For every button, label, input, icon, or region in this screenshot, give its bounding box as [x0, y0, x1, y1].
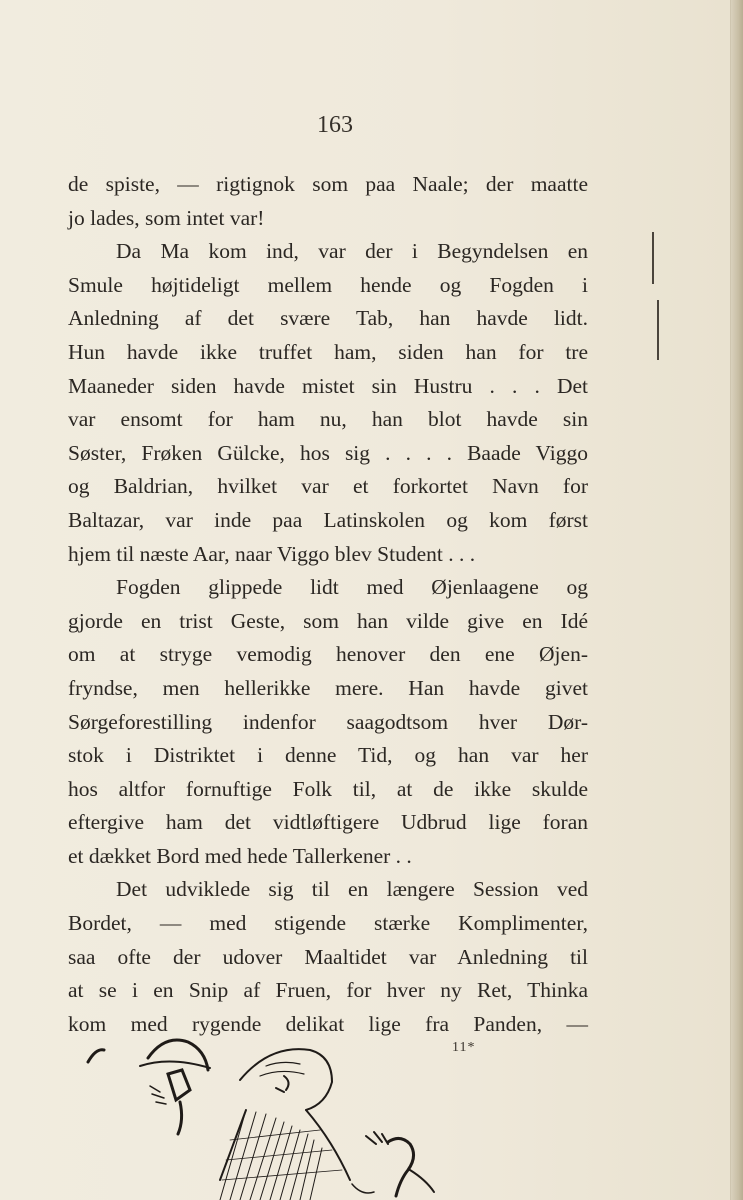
- text-line: de spiste, — rigtignok som paa Naale; der maatte: [68, 172, 588, 196]
- text-line: Baltazar, var inde paa Latinskolen og kom først: [68, 507, 588, 532]
- page-edge: [730, 0, 743, 1200]
- text-line: Smule højtideligt mellem hende og Fogden i: [68, 272, 588, 297]
- text-line: stok i Distriktet i denne Tid, og han var her: [68, 743, 588, 768]
- text-line: Anledning af det svære Tab, han havde lidt.: [68, 306, 588, 331]
- text-line: om at stryge vemodig henover den ene Øjen-: [68, 642, 588, 667]
- pen-sketch-illustration: [70, 1030, 470, 1200]
- text-line: fryndse, men hellerikke mere. Han havde givet: [68, 675, 588, 700]
- text-line: gjorde en trist Geste, som han vilde give en Idé: [68, 608, 588, 633]
- text-line: Fogden glippede lidt med Øjenlaagene og: [116, 575, 588, 600]
- text-line: saa ofte der udover Maaltidet var Anledning til: [68, 944, 588, 969]
- body-text: [68, 168, 588, 1041]
- text-line: hos altfor fornuftige Folk til, at de ikke skulde: [68, 776, 588, 801]
- text-line: jo lades, som intet var!: [68, 205, 265, 230]
- text-line: Da Ma kom ind, var der i Begyndelsen en: [116, 239, 588, 264]
- text-line: et dækket Bord med hede Tallerkener . .: [68, 843, 412, 868]
- text-line: Det udviklede sig til en længere Session ved: [116, 877, 588, 902]
- text-line: Søster, Frøken Gülcke, hos sig . . . . Baade Viggo: [68, 440, 588, 465]
- text-line: kom med rygende delikat lige fra Panden, —: [68, 1011, 588, 1036]
- text-line: Hun havde ikke truffet ham, siden han for tre: [68, 339, 588, 364]
- signature-mark: 11*: [452, 1040, 476, 1055]
- text-line: at se i en Snip af Fruen, for hver ny Ret, Thinka: [68, 978, 588, 1003]
- text-line: Sørgeforestilling indenfor saagodtsom hver Dør-: [68, 709, 588, 734]
- text-line: hjem til næste Aar, naar Viggo blev Student . . .: [68, 541, 476, 566]
- text-line: Maaneder siden havde mistet sin Hustru . . . Det: [68, 373, 588, 398]
- text-line: Bordet, — med stigende stærke Komplimenter,: [68, 911, 588, 936]
- margin-mark: [652, 232, 654, 284]
- text-line: eftergive ham det vidtløftigere Udbrud lige foran: [68, 810, 588, 835]
- text-line: og Baldrian, hvilket var et forkortet Navn for: [68, 474, 588, 499]
- text-line: var ensomt for ham nu, han blot havde sin: [68, 407, 588, 432]
- page-number: 163: [317, 112, 353, 138]
- margin-mark: [657, 300, 659, 360]
